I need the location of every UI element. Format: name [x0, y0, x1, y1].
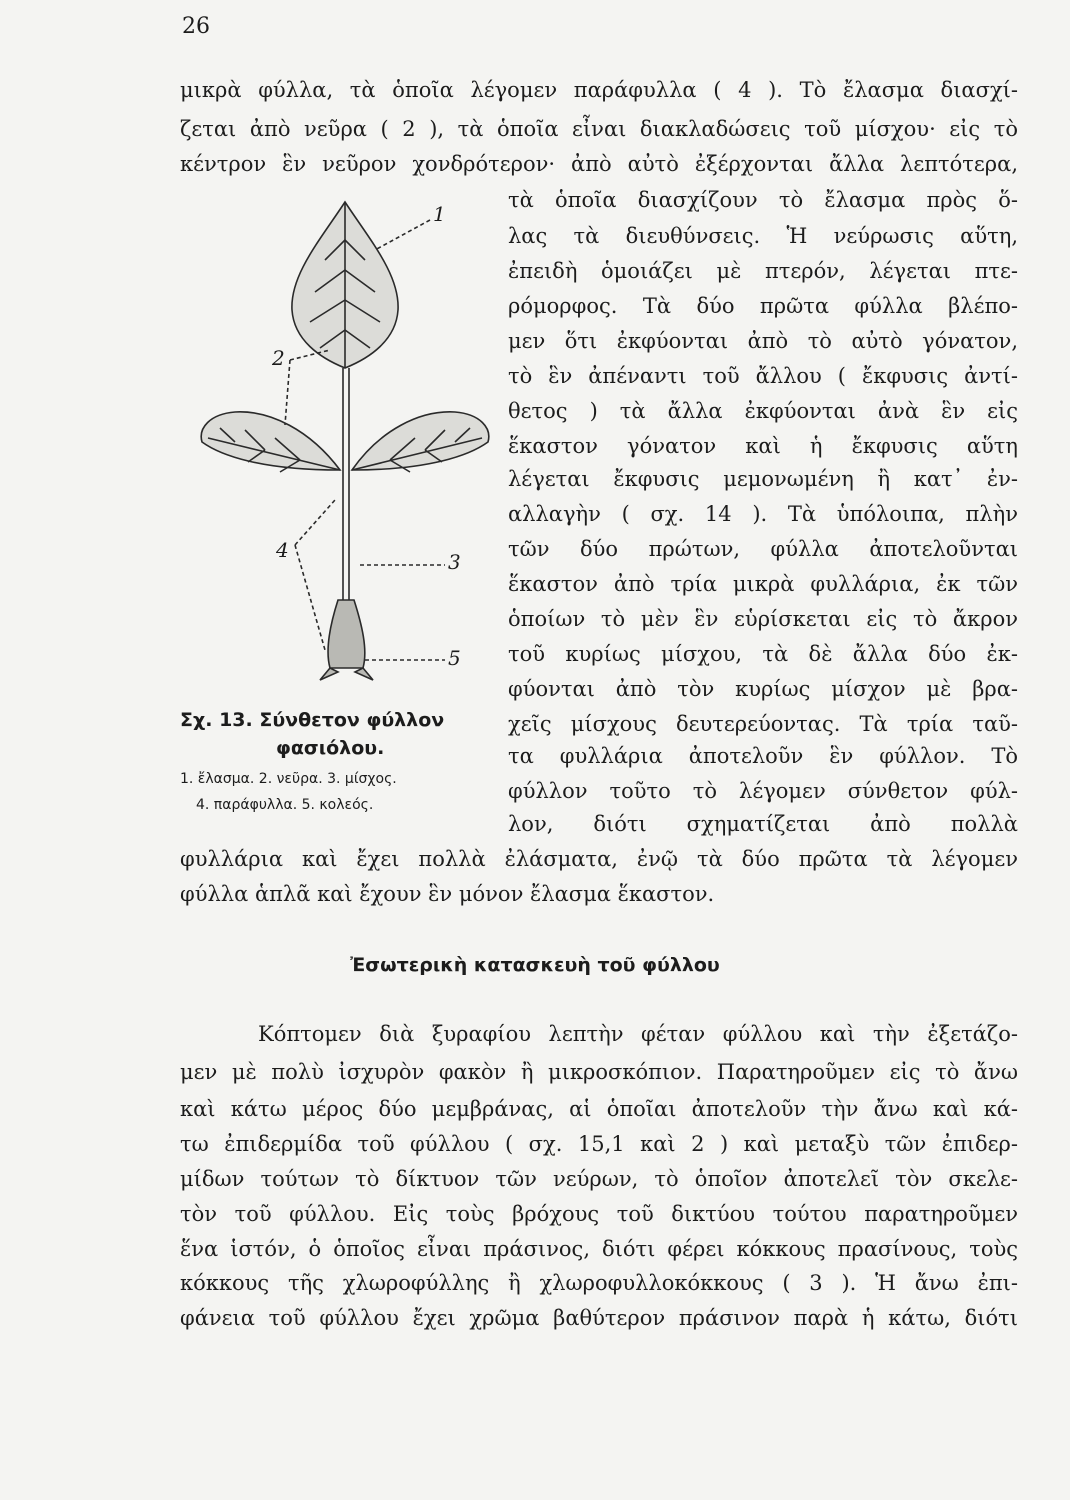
- page-number: 26: [182, 14, 210, 39]
- callout-5: 5: [448, 646, 461, 670]
- callout-4: 4: [276, 538, 289, 562]
- text-line: τὸ ἓν ἀπέναντι τοῦ ἄλλου ( ἔκφυσις ἀντί-: [508, 364, 1018, 388]
- figure-legend-line: 4. παράφυλλα. 5. κολεός.: [196, 797, 374, 813]
- text-line: θετος ) τὰ ἄλλα ἐκφύονται ἀνὰ ἓν εἰς: [508, 399, 1018, 423]
- text-line: τὰ ὁποῖα διασχίζουν τὸ ἔλασμα πρὸς ὅ-: [508, 188, 1018, 212]
- text-line: φάνεια τοῦ φύλλου ἔχει χρῶμα βαθύτερον πράσινον παρὰ ἡ κάτω, διότι: [180, 1306, 1018, 1330]
- text-line: καὶ κάτω μέρος δύο μεμβράνας, αἱ ὁποῖαι ἀποτελοῦν τὴν ἄνω καὶ κά-: [180, 1097, 1018, 1121]
- text-line: μεν μὲ πολὺ ἰσχυρὸν φακὸν ἢ μικροσκόπιον. Παρατηροῦμεν εἰς τὸ ἄνω: [180, 1060, 1018, 1084]
- text-line: ζεται ἀπὸ νεῦρα ( 2 ), τὰ ὁποῖα εἶναι διακλαδώσεις τοῦ μίσχου· εἰς τὸ: [180, 117, 1018, 141]
- leaf-figure: [180, 180, 505, 700]
- text-line: λέγεται ἔκφυσις μεμονωμένη ἢ κατ᾽ ἐν-: [508, 467, 1018, 491]
- text-line: ἕκαστον ἀπὸ τρία μικρὰ φυλλάρια, ἐκ τῶν: [508, 572, 1018, 596]
- text-line: τοῦ κυρίως μίσχου, τὰ δὲ ἄλλα δύο ἐκ-: [508, 642, 1018, 666]
- text-line: μίδων τούτων τὸ δίκτυον τῶν νεύρων, τὸ ὁποῖον ἀποτελεῖ τὸν σκελε-: [180, 1167, 1018, 1191]
- text-line: κόκκους τῆς χλωροφύλλης ἢ χλωροφυλλοκόκκους ( 3 ). Ἡ ἄνω ἐπι-: [180, 1271, 1018, 1295]
- text-line: φύλλα ἁπλᾶ καὶ ἔχουν ἓν μόνον ἔλασμα ἕκαστον.: [180, 882, 715, 906]
- text-line: τα φυλλάρια ἀποτελοῦν ἓν φύλλον. Τὸ: [508, 744, 1018, 768]
- figure-legend: [180, 766, 397, 818]
- figure-caption-line: Σχ. 13. Σύνθετον φύλλον: [180, 709, 445, 731]
- text-line: λας τὰ διευθύνσεις. Ἡ νεύρωσις αὕτη,: [508, 224, 1018, 248]
- text-line: φύλλον τοῦτο τὸ λέγομεν σύνθετον φύλ-: [508, 779, 1018, 803]
- text-line: φυλλάρια καὶ ἔχει πολλὰ ἐλάσματα, ἐνῷ τὰ δύο πρῶτα τὰ λέγομεν: [180, 847, 1018, 871]
- text-line: μεν ὅτι ἐκφύονται ἀπὸ τὸ αὐτὸ γόνατον,: [508, 329, 1018, 353]
- section-heading: Ἐσωτερικὴ κατασκευὴ τοῦ φύλλου: [350, 954, 720, 976]
- figure-legend-line: 1. ἔλασμα. 2. νεῦρα. 3. μίσχος.: [180, 771, 397, 787]
- callout-2: 2: [272, 346, 285, 370]
- text-line: τω ἐπιδερμίδα τοῦ φύλλου ( σχ. 15,1 καὶ 2 ) καὶ μεταξὺ τῶν ἐπιδερ-: [180, 1132, 1018, 1156]
- text-line: αλλαγὴν ( σχ. 14 ). Τὰ ὑπόλοιπα, πλὴν: [508, 502, 1018, 526]
- text-line: λον, διότι σχηματίζεται ἀπὸ πολλὰ: [508, 812, 1018, 836]
- callout-3: 3: [448, 550, 461, 574]
- callout-1: 1: [433, 202, 446, 226]
- compound-leaf-illustration: [180, 180, 505, 700]
- text-line: φύονται ἀπὸ τὸν κυρίως μίσχον μὲ βρα-: [508, 677, 1018, 701]
- text-line: ἕκαστον γόνατον καὶ ἡ ἔκφυσις αὕτη: [508, 434, 1018, 458]
- text-line: ἕνα ἱστόν, ὁ ὁποῖος εἶναι πράσινος, διότι φέρει κόκκους πρασίνους, τοὺς: [180, 1237, 1018, 1261]
- text-line: ἐπειδὴ ὁμοιάζει μὲ πτερόν, λέγεται πτε-: [508, 259, 1018, 283]
- text-line: Κόπτομεν διὰ ξυραφίου λεπτὴν φέταν φύλλου καὶ τὴν ἐξετάζο-: [258, 1022, 1018, 1046]
- petiole-base: [328, 600, 365, 668]
- text-line: τὸν τοῦ φύλλου. Εἰς τοὺς βρόχους τοῦ δικτύου τούτου παρατηροῦμεν: [180, 1202, 1018, 1226]
- text-line: κέντρον ἓν νεῦρον χονδρότερον· ἀπὸ αὐτὸ ἐξέρχονται ἄλλα λεπτότερα,: [180, 152, 1018, 176]
- figure-caption-line: φασιόλου.: [276, 737, 385, 759]
- text-line: χεῖς μίσχους δευτερεύοντας. Τὰ τρία ταῦ-: [508, 712, 1018, 736]
- figure-caption: [180, 706, 444, 762]
- text-line: ὁποίων τὸ μὲν ἓν εὑρίσκεται εἰς τὸ ἄκρον: [508, 607, 1018, 631]
- text-line: ρόμορφος. Τὰ δύο πρῶτα φύλλα βλέπο-: [508, 294, 1018, 318]
- text-line: τῶν δύο πρώτων, φύλλα ἀποτελοῦνται: [508, 537, 1018, 561]
- text-line: μικρὰ φύλλα, τὰ ὁποῖα λέγομεν παράφυλλα ( 4 ). Τὸ ἔλασμα διασχί-: [180, 78, 1018, 102]
